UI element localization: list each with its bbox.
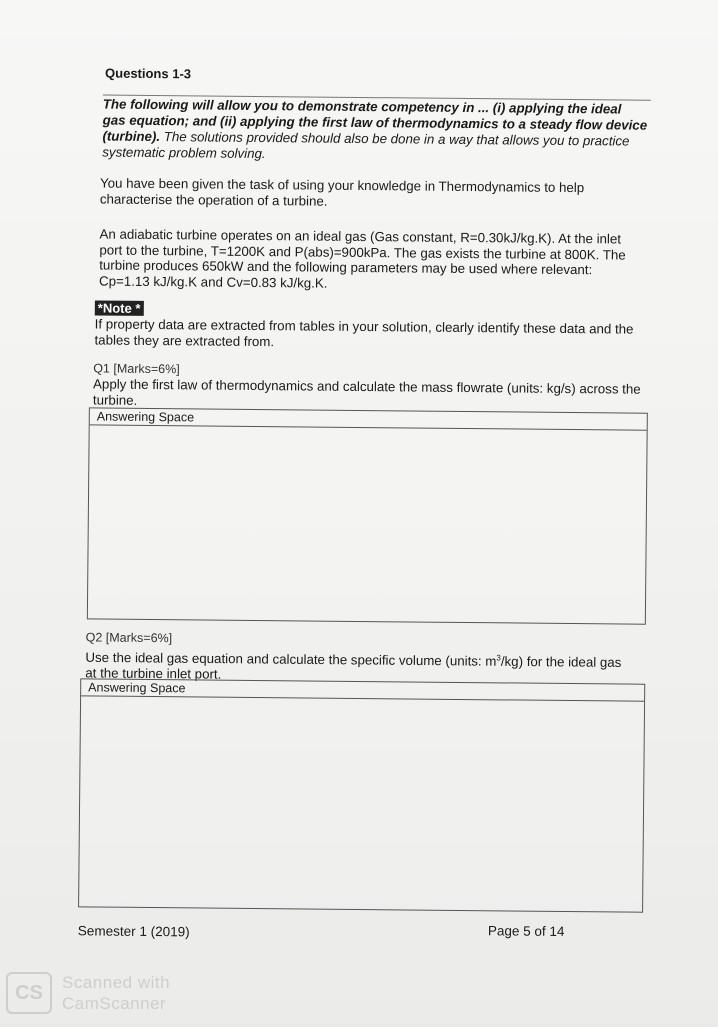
q2-text-before: Use the ideal gas equation and calculate the specific volume (units: m (85, 649, 497, 669)
q2-text-after: /kg) for the ideal gas at the turbine inlet port. (85, 653, 622, 683)
questions-heading: Questions 1-3 (105, 65, 192, 82)
camscanner-watermark (6, 972, 170, 1014)
q2-superscript: 3 (496, 653, 501, 663)
q1-answer-box[interactable] (87, 407, 648, 624)
q2-marks: Q2 [Marks=6%] (85, 630, 173, 646)
footer-semester: Semester 1 (2019) (77, 923, 190, 940)
intro-bold-text: The following will allow you to demonstrate competency in ... (i) applying the ideal gas equation; and (ii) applying the first law of thermodynamics to a steady flow device (turbine). (102, 96, 648, 145)
q1-answer-label: Answering Space (90, 408, 647, 430)
q2-answer-label: Answering Space (81, 679, 644, 701)
q1-question-text: Apply the first law of thermodynamics and calculate the mass flowrate (units: kg/s) across the turbine. (92, 376, 641, 408)
q2-answer-box[interactable] (78, 678, 645, 912)
note-text: If property data are extracted from tables in your solution, clearly identify these data and the tables they are extracted from. (94, 316, 634, 350)
task-paragraph: You have been given the task of using your knowledge in Thermodynamics to help characterise the operation of a turbine. (99, 175, 585, 209)
q1-marks: Q1 [Marks=6%] (93, 361, 180, 377)
camscanner-logo-icon: CS (6, 972, 52, 1014)
footer-page-number: Page 5 of 14 (487, 923, 565, 939)
intro-paragraph (102, 97, 648, 166)
watermark-line1: Scanned with (62, 973, 171, 992)
intro-italic-text: The solutions provided should also be done in a way that allows you to practice systematic problem solving. (102, 129, 630, 162)
turbine-description-paragraph: An adiabatic turbine operates on an ideal gas (Gas constant, R=0.30kJ/kg.K). At the inlet port to the turbine, T=1200K and P(abs)=900kPa. The gas exists the turbine at 800K. The turbine produces 650kW and the following parameters may be used where relevant: Cp=1.13 kJ/kg.K and Cv=0.83 kJ/kg.K. (99, 226, 626, 291)
watermark-text (62, 972, 170, 1014)
watermark-line2: CamScanner (62, 994, 167, 1013)
note-badge: *Note * (95, 300, 144, 315)
